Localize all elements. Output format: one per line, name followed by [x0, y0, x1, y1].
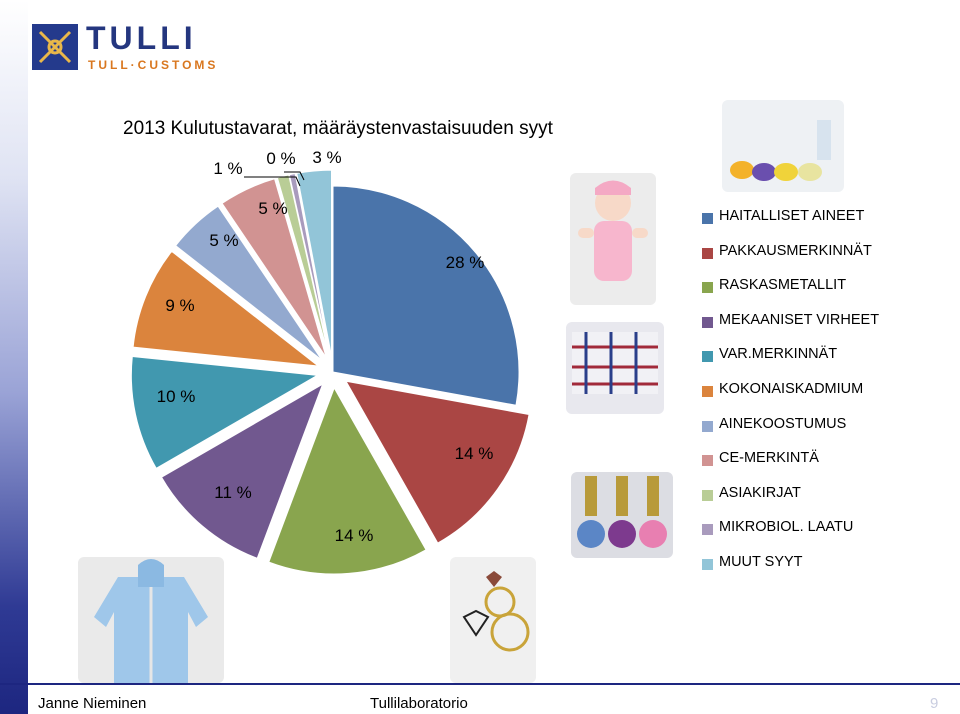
logo-subtitle: TULL·CUSTOMS — [88, 58, 219, 72]
data-label-9: 1 % — [213, 159, 243, 178]
legend-label: VAR.MERKINNÄT — [719, 346, 838, 363]
legend-label: RASKASMETALLIT — [719, 277, 847, 294]
data-label-6: 9 % — [165, 296, 195, 315]
data-label-2: 14 % — [454, 444, 494, 463]
footer-lab: Tullilaboratorio — [370, 695, 468, 712]
legend-swatch — [702, 213, 713, 224]
data-label-1: 28 % — [445, 253, 485, 272]
data-label-10: 0 % — [266, 149, 296, 168]
legend-swatch — [702, 351, 713, 362]
page-number: 9 — [930, 695, 939, 712]
logo-wordmark: TULLI — [86, 20, 197, 56]
data-label-5: 10 % — [156, 387, 196, 406]
legend-swatch — [702, 248, 713, 259]
legend-swatch — [702, 524, 713, 535]
data-label-4: 11 % — [214, 483, 252, 502]
photo-doll — [570, 173, 656, 305]
legend-label: CE-MERKINTÄ — [719, 450, 819, 467]
photo-jewelry — [450, 557, 536, 683]
legend-label: AINEKOOSTUMUS — [719, 415, 847, 432]
footer-divider — [0, 683, 960, 685]
data-label-11: 3 % — [312, 148, 342, 167]
chart-title: 2013 Kulutustavarat, määräystenvastaisuuden syyt — [123, 118, 553, 139]
legend-swatch — [702, 421, 713, 432]
legend-label: MEKAANISET VIRHEET — [719, 311, 880, 328]
photo-nail-polish — [571, 472, 673, 558]
legend-label: PAKKAUSMERKINNÄT — [719, 242, 872, 259]
legend-label: MIKROBIOL. LAATU — [719, 519, 854, 536]
photo-rubber-ducks — [722, 100, 844, 192]
photo-jacket — [78, 557, 224, 683]
legend-swatch — [702, 386, 713, 397]
data-label-8: 5 % — [258, 199, 288, 218]
legend-swatch — [702, 490, 713, 501]
legend-label: MUUT SYYT — [719, 553, 803, 570]
legend-swatch — [702, 455, 713, 466]
legend-label: ASIAKIRJAT — [719, 484, 801, 501]
legend-swatch — [702, 282, 713, 293]
data-label-7: 5 % — [209, 231, 239, 250]
data-label-3: 14 % — [334, 526, 374, 545]
legend-label: KOKONAISKADMIUM — [719, 380, 864, 397]
pie-slice-1 — [333, 186, 519, 405]
legend-swatch — [702, 317, 713, 328]
footer-author: Janne Nieminen — [38, 695, 147, 712]
photo-textile — [566, 322, 664, 414]
legend-label: HAITALLISET AINEET — [719, 208, 865, 224]
legend-swatch — [702, 559, 713, 570]
